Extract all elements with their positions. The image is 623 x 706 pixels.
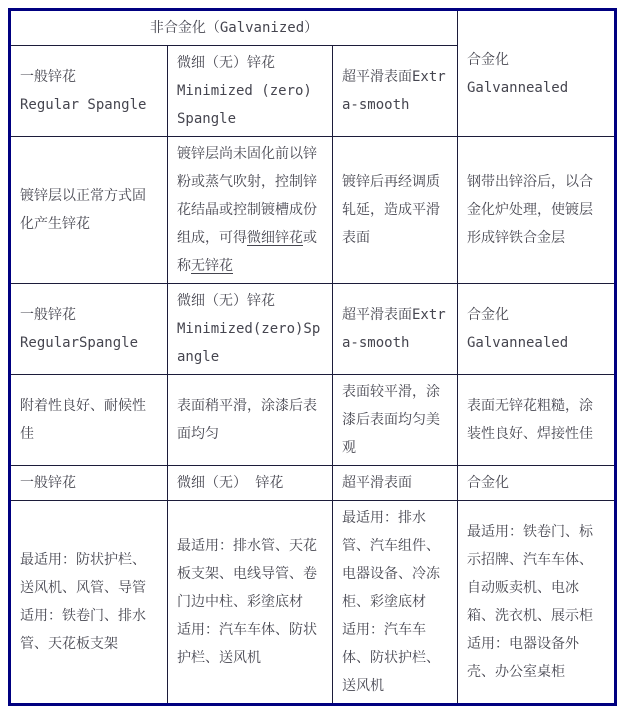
feature-extra-smooth-text: 表面较平滑，涂漆后表面均匀美观 (342, 384, 440, 456)
name-extra-smooth-cell (333, 284, 458, 375)
process-minimized-underlined-1: 微细锌花 (247, 230, 303, 246)
header-minimized-spangle-zh: 微细（无）锌花 (177, 55, 275, 71)
application-extra-smooth-best: 最适用：排水管、汽车组件、电器设备、冷冻柜、彩塗底材 (342, 510, 440, 610)
header-extra-smooth-label: 超平滑表面Extra-smooth (342, 69, 446, 113)
application-extra-smooth-suitable: 适用：汽车车体、防状护栏、送风机 (342, 622, 440, 694)
process-galvannealed-text: 钢带出锌浴后，以合金化炉处理，使镀层形成锌铁合金层 (467, 174, 593, 246)
application-galvannealed-cell (458, 501, 616, 705)
header-galvannealed (458, 10, 616, 137)
header-regular-spangle-zh: 一般锌花 (20, 69, 76, 85)
application-row (10, 501, 616, 705)
short-name-extra-smooth-cell (333, 466, 458, 501)
name-regular-cell (10, 284, 168, 375)
process-extra-smooth-text: 镀锌后再经调质轧延，造成平滑表面 (342, 174, 440, 246)
feature-extra-smooth-cell (333, 375, 458, 466)
process-minimized-text-2: 或称 (177, 230, 317, 274)
header-galvannealed-zh: 合金化 (467, 51, 509, 68)
header-minimized-spangle (168, 46, 333, 137)
application-galvannealed-suitable: 适用：电器设备外壳、办公室桌柜 (467, 636, 579, 680)
group-header-galvanized-label: 非合金化（Galvanized） (149, 20, 319, 36)
short-name-row (10, 466, 616, 501)
feature-regular-text: 附着性良好、耐候性佳 (20, 398, 146, 442)
name-galvannealed-zh: 合金化 (467, 307, 509, 323)
name-regular-en: RegularSpangle (20, 335, 139, 351)
process-minimized-text-1: 镀锌层尚未固化前以锌粉或蒸气吹射，控制锌花结晶或控制镀槽成份组成，可得 (177, 146, 317, 246)
feature-regular-cell (10, 375, 168, 466)
short-name-regular-text: 一般锌花 (20, 475, 76, 491)
process-regular-text: 镀锌层以正常方式固化产生锌花 (20, 188, 146, 232)
process-description-row (10, 137, 616, 284)
name-galvannealed-en: Galvannealed (467, 335, 569, 351)
short-name-extra-smooth-text: 超平滑表面 (342, 475, 412, 491)
application-galvannealed-best: 最适用：铁卷门、标示招牌、汽车车体、自动贩卖机、电冰箱、洗衣机、展示柜 (467, 524, 593, 624)
header-regular-spangle-en: Regular Spangle (20, 97, 147, 113)
name-extra-smooth-label: 超平滑表面Extra-smooth (342, 307, 446, 351)
application-minimized-best: 最适用：排水管、天花板支架、电线导管、卷门边中柱、彩塗底材 (177, 538, 317, 610)
header-minimized-spangle-en: Minimized (zero) Spangle (177, 83, 312, 127)
short-name-minimized-cell (168, 466, 333, 501)
application-regular-best: 最适用：防状护栏、送风机、风管、导管 (20, 552, 146, 596)
process-galvannealed-cell (458, 137, 616, 284)
application-minimized-suitable: 适用：汽车车体、防状护栏、送风机 (177, 622, 317, 666)
name-minimized-en: Minimized(zero)Spangle (177, 321, 321, 365)
header-extra-smooth (333, 46, 458, 137)
process-extra-smooth-cell (333, 137, 458, 284)
process-minimized-underlined-2: 无锌花 (191, 258, 233, 274)
feature-galvannealed-text: 表面无锌花粗糙，涂装性良好、焊接性佳 (467, 398, 593, 442)
name-minimized-cell (168, 284, 333, 375)
name-galvannealed-cell (458, 284, 616, 375)
group-header-row (10, 10, 616, 46)
galvanized-product-comparison-table (8, 8, 617, 706)
feature-row (10, 375, 616, 466)
short-name-galvannealed-cell (458, 466, 616, 501)
short-name-regular-cell (10, 466, 168, 501)
application-minimized-cell (168, 501, 333, 705)
feature-galvannealed-cell (458, 375, 616, 466)
feature-minimized-cell (168, 375, 333, 466)
name-regular-zh: 一般锌花 (20, 307, 76, 323)
application-regular-suitable: 适用：铁卷门、排水管、天花板支架 (20, 608, 146, 652)
header-regular-spangle (10, 46, 168, 137)
header-galvannealed-en: Galvannealed (467, 79, 569, 96)
process-regular-cell (10, 137, 168, 284)
group-header-galvanized (10, 10, 458, 46)
application-regular-cell (10, 501, 168, 705)
name-row (10, 284, 616, 375)
application-extra-smooth-cell (333, 501, 458, 705)
short-name-galvannealed-text: 合金化 (467, 475, 509, 491)
feature-minimized-text: 表面稍平滑，涂漆后表面均匀 (177, 398, 317, 442)
name-minimized-zh: 微细（无）锌花 (177, 293, 275, 309)
short-name-minimized-text: 微细（无） 锌花 (177, 475, 284, 491)
process-minimized-cell (168, 137, 333, 284)
